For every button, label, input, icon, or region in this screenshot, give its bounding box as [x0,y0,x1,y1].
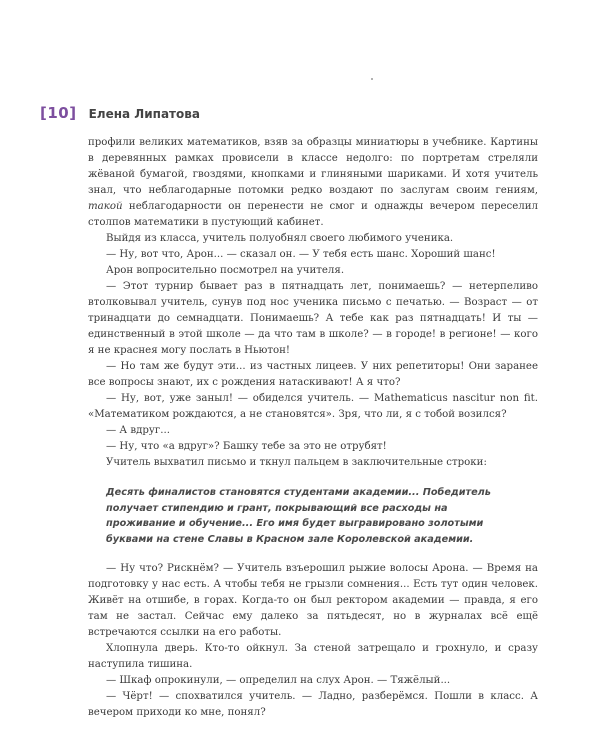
paragraph: — Шкаф опрокинули, — определил на слух Арон. — Тяжёлый... [106,675,451,686]
decorative-dot [371,78,373,80]
page-number: [10] [40,104,77,122]
emphasis: такой [88,201,123,212]
paragraph: профили великих математиков, взяв за образцы миниатюры в учебнике. Картины в деревянных рамках провисели в классе недолго: по портретам стреляли жёваной бумагой, гвоздями, кнопками и глиняными шариками. И хотя учитель знал, что неблагодарные потомки редко воздают по заслугам своим гениям, такой неблагодарности он перенести не смог и однажды вечером переселил столпов математики в пустующий кабинет. [88,137,538,228]
body-text [88,135,538,721]
paragraph: — Ну что? Рискнём? — Учитель взъерошил рыжие волосы Арона. — Время на подготовку у нас есть. А чтобы тебя не грызли сомнения... Есть тут один человек. Живёт на отшибе, в горах. Когда-то он был ректором академии — правда, я его там не застал. Сейчас ему далеко за пятьдесят, но в журналах всё ещё встречаются ссылки на его работы. [88,563,538,638]
paragraph: Хлопнула дверь. Кто-то ойкнул. За стеной затрещало и грохнуло, и сразу наступила тишина. [88,643,538,670]
paragraph: Учитель выхватил письмо и ткнул пальцем в заключительные строки: [106,457,487,468]
letter-quote: Десять финалистов становятся студентами академии... Победитель получает стипендию и грант, покрывающий все расходы на проживание и обучение... Его имя будет выгравировано золотыми буквами на стене Славы в Красном зале Королевской академии. [106,487,491,545]
paragraph: — Чёрт! — спохватился учитель. — Ладно, разберёмся. Пошли в класс. А вечером приходи ко мне, понял? [88,691,538,718]
paragraph: — Ну, вот что, Арон... — сказал он. — У тебя есть шанс. Хороший шанс! [106,249,496,260]
paragraph: Выйдя из класса, учитель полуобнял своего любимого ученика. [106,233,454,244]
running-head-author: Елена Липатова [88,107,200,121]
paragraph: — Этот турнир бывает раз в пятнадцать лет, понимаешь? — нетерпеливо втолковывал учитель, сунув под нос ученика письмо с печатью. — Возраст — от тринадцати до семнадцати. Понимаешь? А тебе как раз пятнадцать! И ты — единственный в этой школе — да что там в школе? — в городе! в регионе! — кого я не краснея могу послать в Ньютон! [88,281,538,356]
page-header [40,104,200,122]
paragraph: Арон вопросительно посмотрел на учителя. [106,265,345,276]
paragraph: — Ну, что «а вдруг»? Башку тебе за это не отрубят! [106,441,387,452]
paragraph: — Ну, вот, уже заныл! — обиделся учитель. — Mathematicus nascitur non fit. «Математиком рождаются, а не становятся». Зря, что ли, я с тобой возился? [88,393,538,420]
paragraph: — А вдруг... [106,425,170,436]
paragraph: — Но там же будут эти... из частных лицеев. У них репетиторы! Они заранее все вопросы знают, их с рождения натаскивают! А я что? [88,361,538,388]
